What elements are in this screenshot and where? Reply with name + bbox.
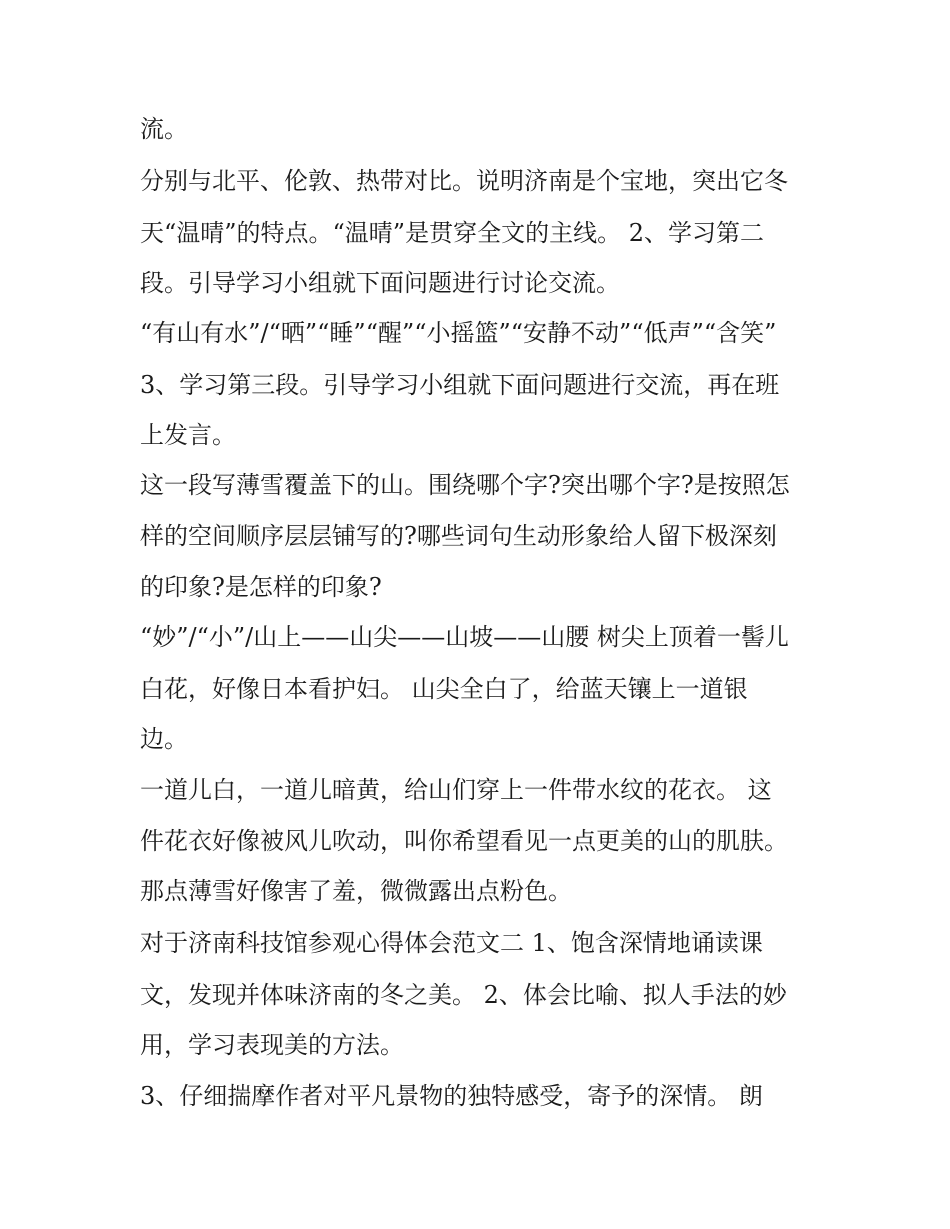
text-line: 天“温晴”的特点。“温晴”是贯穿全文的主线。 2、学习第二 xyxy=(140,219,764,247)
text-line: 3、仔细揣摩作者对平凡景物的独特感受，寄予的深情。 朗 xyxy=(140,1082,763,1110)
text-line: “妙”/“小”/山上——山尖——山坡——山腰 树尖上顶着一髻儿 xyxy=(140,623,789,651)
text-line: 文，发现并体味济南的冬之美。 2、体会比喻、拟人手法的妙 xyxy=(140,981,787,1009)
text-line: 流。 xyxy=(140,115,188,143)
text-line: 对于济南科技馆参观心得体会范文二 1、饱含深情地诵读课 xyxy=(140,929,763,957)
text-line: 段。引导学习小组就下面问题进行讨论交流。 xyxy=(140,269,620,297)
text-line: 样的空间顺序层层铺写的?哪些词句生动形象给人留下极深刻 xyxy=(140,522,777,550)
text-line: 件花衣好像被风儿吹动，叫你希望看见一点更美的山的肌肤。 xyxy=(140,827,788,855)
text-line: 用，学习表现美的方法。 xyxy=(140,1031,404,1059)
text-line: 的印象?是怎样的印象? xyxy=(140,573,382,601)
text-line: 上发言。 xyxy=(140,421,236,449)
text-line: 白花，好像日本看护妇。 山尖全白了，给蓝天镶上一道银 xyxy=(140,675,748,703)
text-line: “有山有水”/“晒”“睡”“醒”“小摇篮”“安静不动”“低声”“含笑” xyxy=(140,319,777,347)
text-line: 这一段写薄雪覆盖下的山。围绕哪个字?突出哪个字?是按照怎 xyxy=(140,471,790,499)
text-line: 一道儿白，一道儿暗黄，给山们穿上一件带水纹的花衣。 这 xyxy=(140,776,772,804)
text-line: 3、学习第三段。引导学习小组就下面问题进行交流，再在班 xyxy=(140,371,780,399)
text-line: 分别与北平、伦敦、热带对比。说明济南是个宝地，突出它冬 xyxy=(140,167,788,195)
text-line: 那点薄雪好像害了羞，微微露出点粉色。 xyxy=(140,877,572,905)
text-line: 边。 xyxy=(140,725,188,753)
